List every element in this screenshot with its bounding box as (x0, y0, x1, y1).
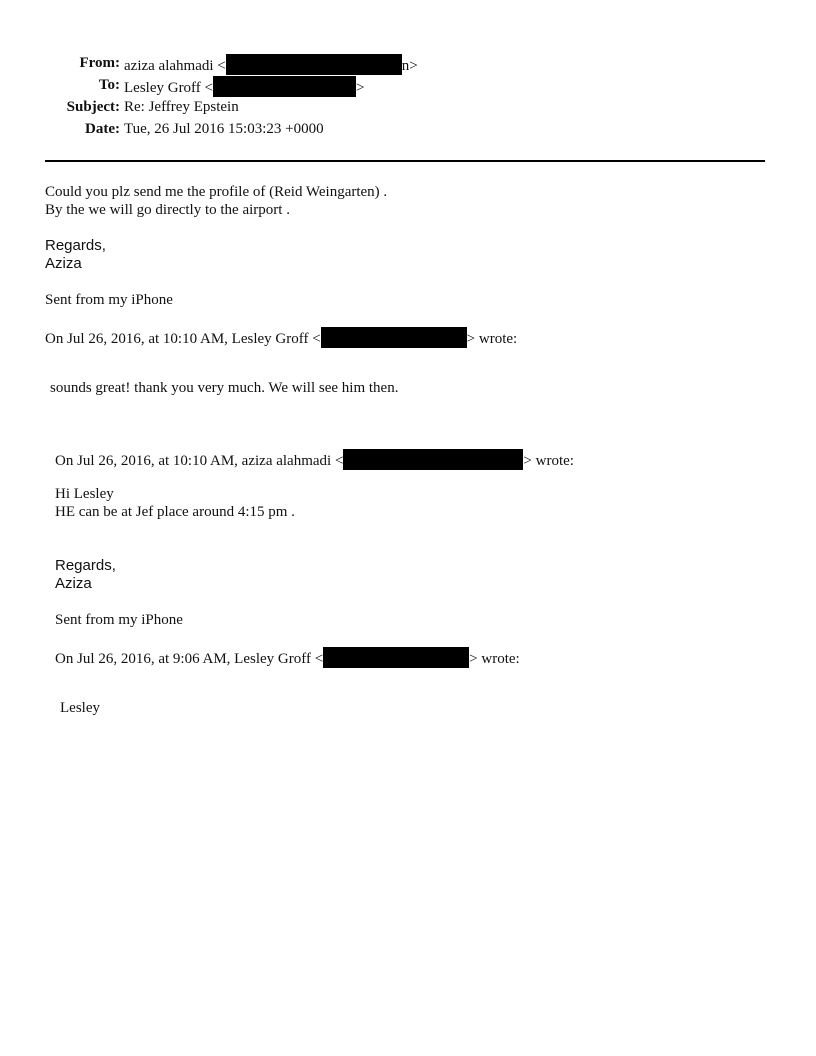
to-tail: > (356, 80, 365, 96)
subject-label: Subject: (66, 99, 120, 115)
angle-close: > (523, 453, 532, 469)
from-name: aziza alahmadi (124, 58, 214, 74)
angle-open: < (204, 80, 213, 96)
subject-value: Re: Jeffrey Epstein (124, 99, 239, 115)
quote-3-suffix: wrote: (481, 651, 520, 667)
date-label: Date: (85, 121, 120, 137)
redacted-email-1 (321, 327, 467, 348)
from-label: From: (79, 55, 120, 71)
to-name: Lesley Groff (124, 80, 201, 96)
body-line-1: Could you plz send me the profile of (Reid Weingarten) . (45, 184, 388, 200)
body-line-2: By the we will go directly to the airport . (45, 202, 290, 218)
to-value (124, 76, 364, 97)
hi-line: Hi Lesley (55, 486, 114, 502)
quote-1-suffix: wrote: (478, 331, 518, 347)
quote-header-3 (55, 647, 520, 668)
regards-text-2: Regards, (55, 557, 116, 574)
quote-2-prefix: On Jul 26, 2016, at 10:10 AM, aziza alahmadi (55, 453, 332, 469)
angle-open: < (314, 651, 324, 667)
angle-close: > (469, 651, 478, 667)
he-line: HE can be at Jef place around 4:15 pm . (55, 504, 295, 520)
redacted-from-email (226, 54, 402, 75)
from-tail: n> (401, 58, 418, 74)
quote-3-prefix: On Jul 26, 2016, at 9:06 AM, Lesley Groff (55, 651, 311, 667)
signature-text: Aziza (45, 255, 82, 272)
redacted-to-email (213, 76, 356, 97)
signature-text-2: Aziza (55, 575, 92, 592)
reply-1-text: sounds great! thank you very much. We will see him then. (50, 380, 399, 396)
angle-open: < (334, 453, 344, 469)
regards-text: Regards, (45, 237, 106, 254)
quote-header-2 (55, 449, 574, 470)
from-value (124, 54, 418, 75)
closing-signature: Lesley (60, 700, 100, 716)
angle-open: < (312, 331, 321, 347)
sent-from-text: Sent from my iPhone (45, 292, 173, 308)
quote-header-1 (45, 327, 517, 348)
to-label: To: (98, 77, 120, 93)
sent-from-text-2: Sent from my iPhone (55, 612, 183, 628)
angle-open: < (217, 58, 226, 74)
angle-close: > (466, 331, 476, 347)
date-value: Tue, 26 Jul 2016 15:03:23 +0000 (124, 121, 324, 137)
redacted-email-2 (343, 449, 523, 470)
quote-2-suffix: wrote: (535, 453, 574, 469)
redacted-email-3 (323, 647, 469, 668)
header-divider (45, 160, 765, 162)
quote-1-prefix: On Jul 26, 2016, at 10:10 AM, Lesley Groff (45, 331, 309, 347)
